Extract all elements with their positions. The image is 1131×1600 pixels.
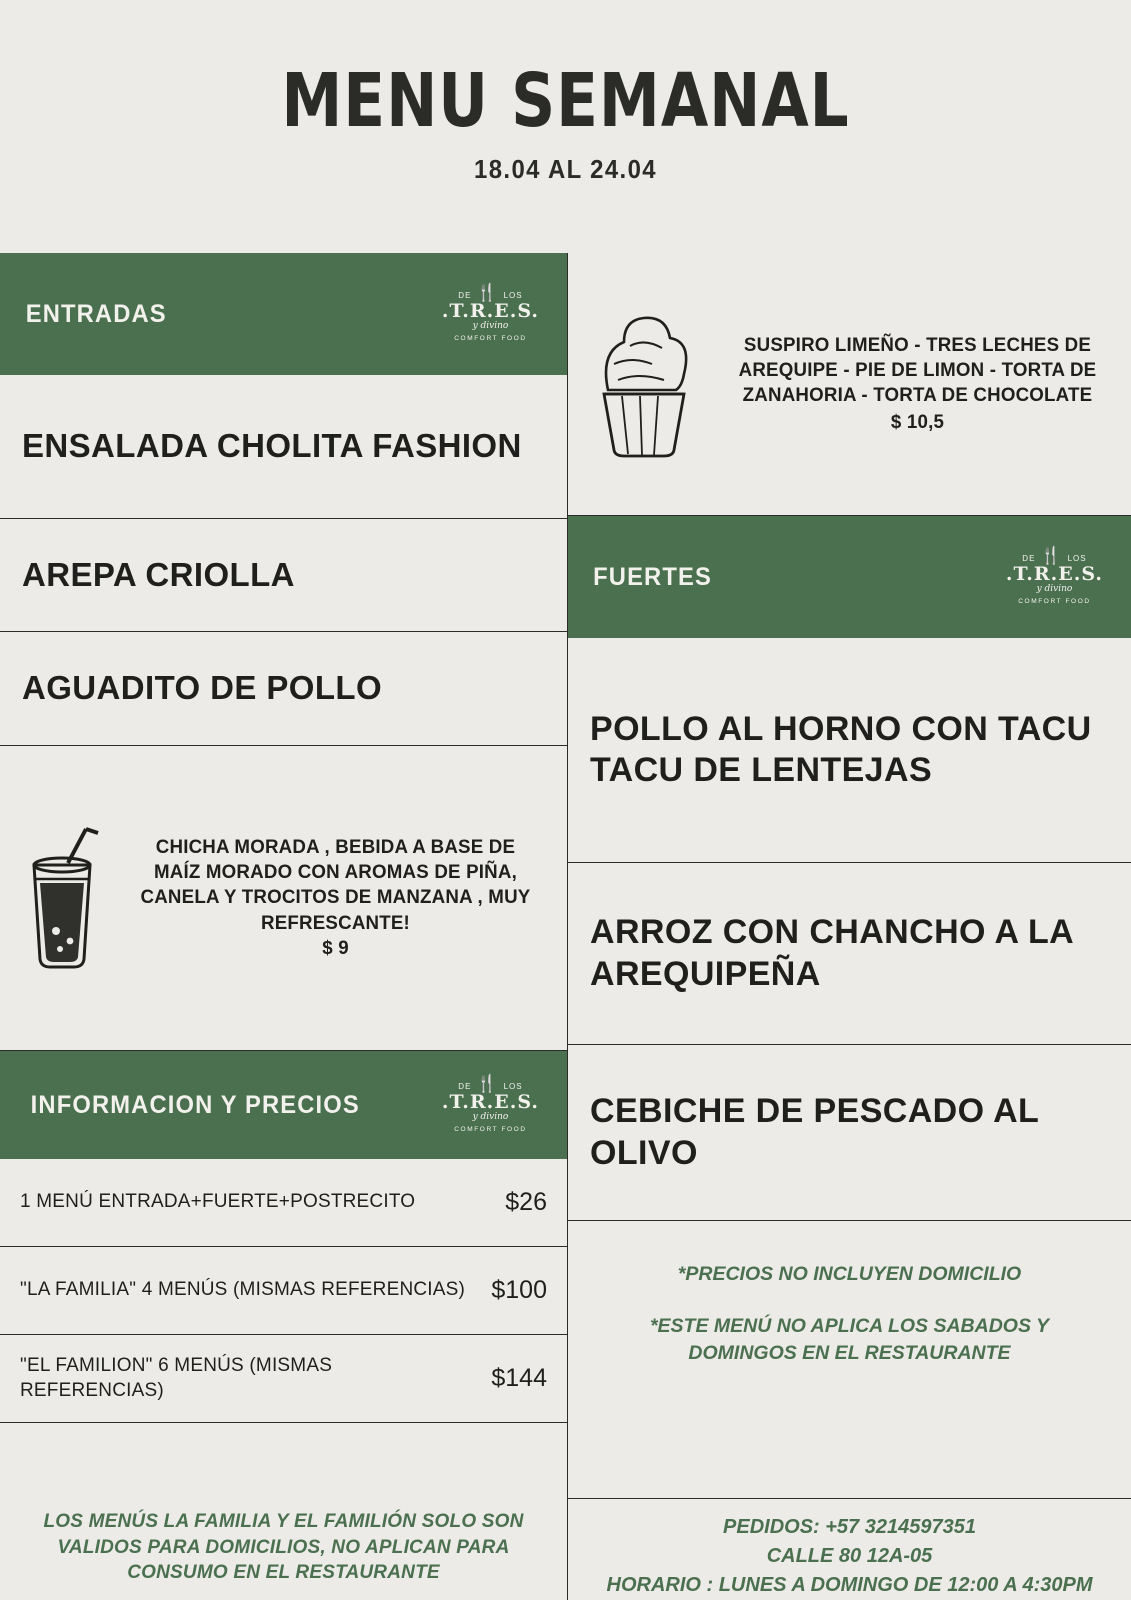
price-value: $144 (491, 1364, 547, 1392)
brand-top-left: DE (1022, 553, 1036, 563)
page-subtitle: 18.04 AL 24.04 (474, 154, 657, 184)
contact-phone[interactable]: PEDIDOS: +57 3214597351 (723, 1516, 976, 1538)
dessert-text (730, 333, 1105, 435)
brand-tagline: COMFORT FOOD (454, 334, 527, 342)
brand-top-left: DE (458, 1081, 472, 1091)
brand-top-right: LOS (503, 290, 523, 300)
menu-item-label: ARROZ CON CHANCHO A LA AREQUIPEÑA (590, 913, 1073, 993)
menu-item-label: AGUADITO DE POLLO (22, 669, 383, 707)
menu-item-label: ENSALADA CHOLITA FASHION (22, 427, 522, 465)
menu-item-label: AREPA CRIOLLA (22, 555, 295, 593)
cupcake-icon (578, 294, 708, 474)
price-row (0, 1247, 567, 1335)
left-footer-note: LOS MENÚS LA FAMILIA Y EL FAMILIÓN SOLO SON VALIDOS PARA DOMICILIOS, NO APLICAN PARA CONSUMO EN EL RESTAURANTE (43, 1511, 524, 1584)
right-column (568, 253, 1131, 1600)
price-row (0, 1159, 567, 1247)
dessert-block (568, 253, 1131, 516)
brand-top-left: DE (458, 290, 472, 300)
page-header (0, 0, 1131, 185)
menu-item-entrada-1 (0, 375, 567, 519)
drink-price: $ 9 (322, 937, 349, 960)
price-value: $100 (491, 1276, 547, 1304)
price-row (0, 1335, 567, 1423)
price-value: $26 (505, 1188, 547, 1216)
cutlery-icon: 🍴 (1040, 545, 1063, 565)
dessert-description: SUSPIRO LIMEÑO - TRES LECHES DE AREQUIPE - PIE DE LIMON - TORTA DE ZANAHORIA - TORTA DE CHOCOLATE (738, 334, 1097, 406)
price-label: 1 MENÚ ENTRADA+FUERTE+POSTRECITO (20, 1191, 416, 1213)
brand-script: y divino (472, 1111, 509, 1122)
menu-item-fuerte-1 (568, 638, 1131, 863)
menu-item-label: POLLO AL HORNO CON TACU TACU DE LENTEJAS (590, 709, 1092, 789)
menu-item-entrada-2 (0, 519, 567, 632)
section-title-entradas: ENTRADAS (25, 299, 167, 328)
brand-tagline: COMFORT FOOD (454, 1125, 527, 1133)
right-notes (568, 1221, 1131, 1366)
left-column (0, 253, 568, 1600)
note-no-delivery-included: *PRECIOS NO INCLUYEN DOMICILIO (677, 1263, 1022, 1285)
brand-logo (441, 282, 539, 343)
brand-top-right: LOS (1067, 553, 1087, 563)
left-footer-wrap (0, 1493, 567, 1586)
brand-script: y divino (1036, 583, 1073, 594)
price-label: "EL FAMILION" 6 MENÚS (MISMAS REFERENCIAS) (20, 1354, 333, 1401)
menu-item-label: CEBICHE DE PESCADO AL OLIVO (590, 1092, 1039, 1172)
price-label: "LA FAMILIA" 4 MENÚS (MISMAS REFERENCIAS) (20, 1279, 466, 1301)
menu-columns (0, 253, 1131, 1600)
section-header-entradas (0, 253, 567, 375)
contact-wrap (568, 1468, 1131, 1600)
brand-logo (441, 1073, 539, 1134)
menu-item-fuerte-3 (568, 1045, 1131, 1221)
contact-hours: HORARIO : LUNES A DOMINGO DE 12:00 A 4:30PM (606, 1574, 1093, 1596)
menu-item-entrada-3 (0, 632, 567, 746)
page-title: MENU SEMANAL (281, 58, 850, 144)
section-header-informacion (0, 1051, 567, 1159)
dessert-price: $ 10,5 (890, 410, 945, 433)
brand-name: .T.R.E.S. (1005, 562, 1103, 585)
section-title-fuertes: FUERTES (593, 562, 712, 591)
drink-block (0, 746, 567, 1051)
drink-description: CHICHA MORADA , BEBIDA A BASE DE MAÍZ MORADO CON AROMAS DE PIÑA, CANELA Y TROCITOS DE MANZANA , MUY REFRESCANTE! (140, 835, 531, 934)
cutlery-icon: 🍴 (476, 1073, 499, 1093)
menu-item-fuerte-2 (568, 863, 1131, 1045)
section-title-informacion: INFORMACION Y PRECIOS (30, 1090, 360, 1119)
brand-name: .T.R.E.S. (441, 299, 539, 322)
brand-name: .T.R.E.S. (441, 1090, 539, 1113)
contact-address: CALLE 80 12A-05 (766, 1545, 933, 1567)
drink-text (131, 835, 541, 962)
note-weekend-exclusion: *ESTE MENÚ NO APLICA LOS SABADOS Y DOMINGOS EN EL RESTAURANTE (649, 1315, 1050, 1364)
brand-logo (1005, 545, 1103, 606)
brand-script: y divino (472, 320, 509, 331)
cutlery-icon: 🍴 (476, 282, 499, 302)
section-header-fuertes (568, 516, 1131, 638)
brand-tagline: COMFORT FOOD (1018, 597, 1091, 605)
contact-block (568, 1498, 1131, 1600)
drink-cup-icon (14, 823, 110, 973)
brand-top-right: LOS (503, 1081, 523, 1091)
